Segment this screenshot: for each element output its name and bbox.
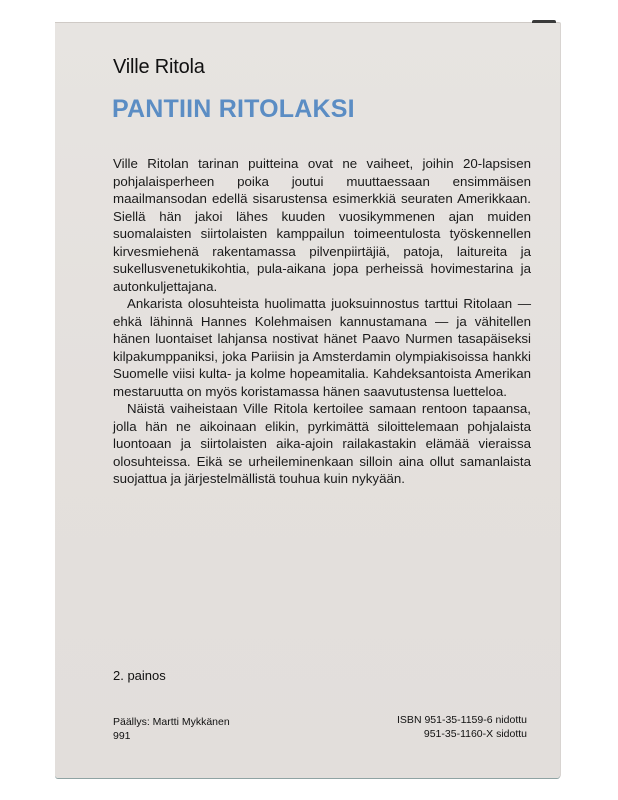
blurb-paragraph-3: Näistä vaiheistaan Ville Ritola kertoilee samaan rentoon tapaansa, jolla hän ne aikoinaan elikin, pyrkimättä siloittelemaan pohjalaista luontoaan ja siirtolaisten aika-ajoin railakastakin elämää vieraissa olosuhteissa. Eikä se urheileminenkaan silloin aina ollut samanlaista suojattua ja järjestelmällistä touhua kuin nykyään. (113, 401, 531, 486)
blurb-paragraph-1: Ville Ritolan tarinan puitteina ovat ne vaiheet, joihin 20-lapsisen pohjalaisperheen poika joutui muuttaessaan ensimmäisen maailmansodan edellä sisarustensa esimerkkiä seuraten Amerikkaan. Siellä hän jakoi lähes kuuden vuosikymmenen ajan muiden suomalaisten siirtolaisten kamppailun toimeentulosta työskennellen kirvesmiehenä rakentamassa pilvenpiirtäjiä, patoja, laitureita ja sukellusvenetukikohtia, pula-aikana jopa perheissä hovimestarina ja autonkuljettajana. (113, 156, 531, 294)
isbn-block (397, 713, 527, 741)
book-title: PANTIIN RITOLAKSI (112, 95, 355, 123)
spine-edge (532, 20, 556, 23)
author-name: Ville Ritola (113, 56, 205, 78)
isbn-hardcover: 951-35-1160-X sidottu (423, 728, 527, 740)
blurb-text (113, 155, 531, 488)
blurb-paragraph-2: Ankarista olosuhteista huolimatta juoksuinnostus tarttui Ritolaan — ehkä lähinnä Hannes Kolehmaisen kannustamana — ja vähitellen hänen luontaiset lahjansa nostivat hänet Paavo Nurmen tasapäiseksi kilpakumppaniksi, joka Pariisin ja Amsterdamin olympiakisoissa hankki Suomelle viisi kulta- ja kolme hopeamitalia. Kahdeksantoista Amerikan mestaruutta on myös koristamassa hänen saavutustensa luetteloa. (113, 296, 531, 399)
isbn-paperback: ISBN 951-35-1159-6 nidottu (397, 714, 527, 726)
print-code: 991 (113, 730, 131, 742)
edition-label: 2. painos (113, 668, 166, 683)
cover-designer: Päällys: Martti Mykkänen (113, 716, 230, 728)
credits (113, 715, 230, 743)
